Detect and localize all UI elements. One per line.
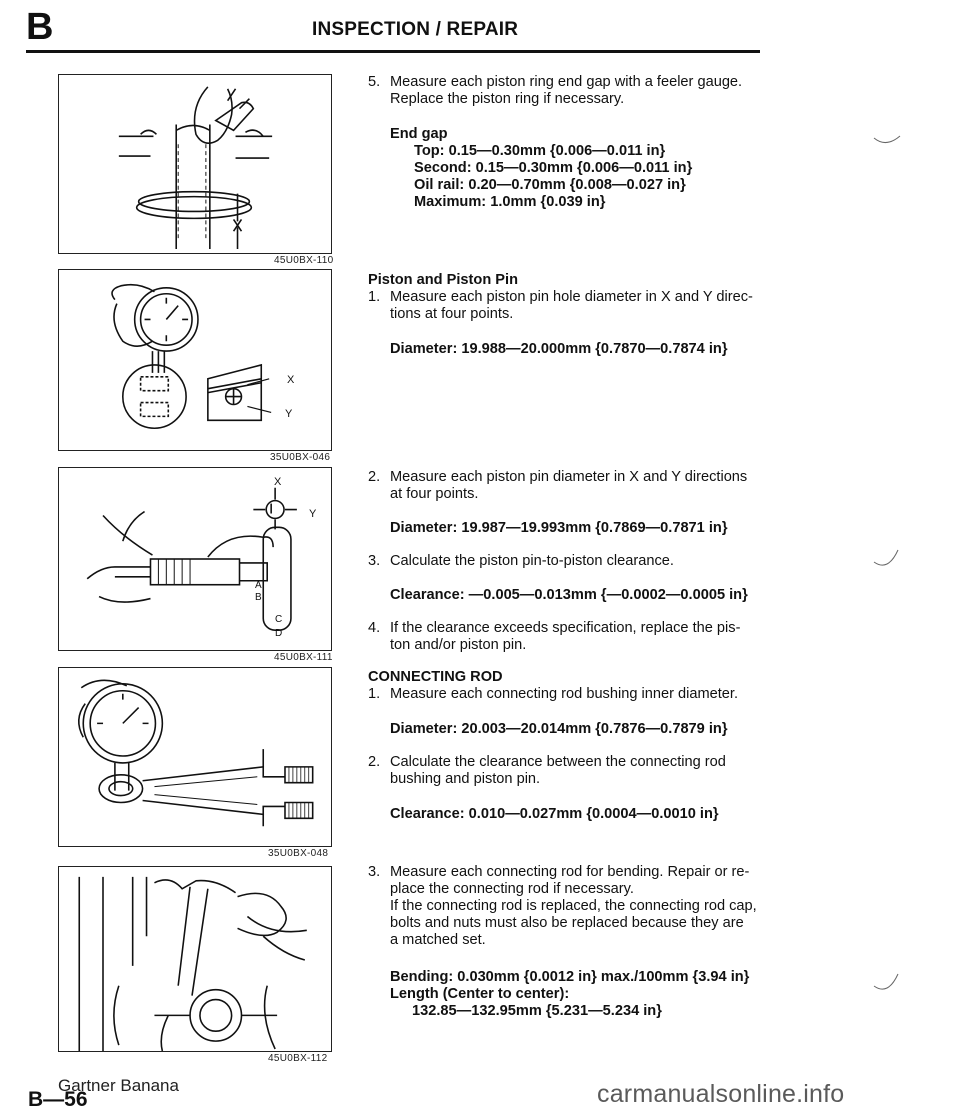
- ring-gap-section: [368, 74, 760, 211]
- connecting-rod-section: [368, 669, 760, 823]
- header-divider: [26, 50, 760, 53]
- point-d-label: D: [275, 628, 283, 639]
- page-title: INSPECTION / REPAIR: [312, 19, 519, 40]
- watermark-link[interactable]: carmanualsonline.info: [597, 1080, 845, 1108]
- step-number: 1.: [368, 289, 381, 305]
- instruction-line: Measure each connecting rod bushing inner diameter.: [390, 686, 739, 702]
- axis-y-label: Y: [309, 508, 317, 520]
- rod-alignment-icon: [59, 867, 331, 1051]
- step-number: 2.: [368, 754, 381, 770]
- instruction-line: If the connecting rod is replaced, the connecting rod cap,: [390, 898, 757, 914]
- spec-pin-diameter: Diameter: 19.987—19.993mm {0.7869—0.7871 in}: [390, 520, 728, 536]
- figure-pin-micrometer: [58, 467, 332, 651]
- spec-length-label: Length (Center to center):: [390, 986, 570, 1002]
- scan-mark-icon: [872, 548, 902, 572]
- step-number: 2.: [368, 469, 381, 485]
- instruction-line: tions at four points.: [390, 306, 514, 322]
- figure-code: 45U0BX-112: [268, 1053, 328, 1064]
- pin-bore-gauge-icon: [59, 270, 331, 450]
- instruction-line: Replace the piston ring if necessary.: [390, 91, 625, 107]
- step-number: 1.: [368, 686, 381, 702]
- axis-x-label: X: [287, 374, 295, 386]
- spec-top: Top: 0.15—0.30mm {0.006—0.011 in}: [414, 143, 666, 159]
- spec-maximum: Maximum: 1.0mm {0.039 in}: [414, 194, 606, 210]
- instruction-line: Calculate the clearance between the connecting rod: [390, 754, 726, 770]
- point-a-label: A: [255, 580, 262, 591]
- section-heading: CONNECTING ROD: [368, 669, 503, 685]
- instruction-line: Measure each piston pin hole diameter in X and Y direc-: [390, 289, 753, 305]
- instruction-line: Measure each piston ring end gap with a feeler gauge.: [390, 74, 743, 90]
- instruction-line: a matched set.: [390, 932, 486, 948]
- step-number: 5.: [368, 74, 381, 90]
- figure-code: 45U0BX-111: [274, 652, 333, 663]
- spec-bending: Bending: 0.030mm {0.0012 in} max./100mm {3.94 in}: [390, 969, 750, 985]
- instruction-line: ton and/or piston pin.: [390, 637, 527, 653]
- piston-ring-gap-icon: [59, 75, 331, 253]
- instruction-line: at four points.: [390, 486, 479, 502]
- instruction-line: Measure each connecting rod for bending. Repair or re-: [390, 864, 750, 880]
- section-heading: Piston and Piston Pin: [368, 272, 518, 288]
- spec-title: End gap: [390, 126, 448, 142]
- figure-pin-hole-gauge: [58, 269, 332, 451]
- rod-bushing-gauge-icon: [59, 668, 331, 846]
- figure-code: 35U0BX-046: [270, 452, 331, 463]
- piston-pin-section: [368, 272, 760, 358]
- step-number: 3.: [368, 864, 381, 880]
- point-b-label: B: [255, 592, 262, 603]
- step-number: 4.: [368, 620, 381, 636]
- figure-rod-bushing-gauge: [58, 667, 332, 847]
- scan-mark-icon: [872, 972, 902, 996]
- spec-oil-rail: Oil rail: 0.20—0.70mm {0.008—0.027 in}: [414, 177, 686, 193]
- section-letter: B: [26, 6, 54, 48]
- axis-y-label: Y: [285, 408, 293, 420]
- spec-bushing-diameter: Diameter: 20.003—20.014mm {0.7876—0.7879 in}: [390, 721, 728, 737]
- instruction-line: bolts and nuts must also be replaced because they are: [390, 915, 744, 931]
- instruction-line: place the connecting rod if necessary.: [390, 881, 634, 897]
- spec-pin-clearance: Clearance: —0.005—0.013mm {—0.0002—0.0005 in}: [390, 587, 748, 603]
- piston-pin-steps: [368, 469, 760, 654]
- instruction-line: If the clearance exceeds specification, replace the pis-: [390, 620, 741, 636]
- step-number: 3.: [368, 553, 381, 569]
- axis-x-label: X: [274, 476, 282, 488]
- rod-bending-section: [368, 864, 760, 1020]
- figure-rod-alignment: [58, 866, 332, 1052]
- scan-mark-icon: [872, 134, 902, 154]
- spec-pin-hole-diameter: Diameter: 19.988—20.000mm {0.7870—0.7874 in}: [390, 341, 728, 357]
- spec-rod-clearance: Clearance: 0.010—0.027mm {0.0004—0.0010 in}: [390, 806, 719, 822]
- figure-code: 45U0BX-110: [274, 255, 334, 266]
- micrometer-pin-icon: [59, 468, 331, 650]
- instruction-line: bushing and piston pin.: [390, 771, 541, 787]
- footer-source: Gartner Banana: [58, 1076, 179, 1095]
- spec-second: Second: 0.15—0.30mm {0.006—0.011 in}: [414, 160, 693, 176]
- figure-ring-end-gap: [58, 74, 332, 254]
- figure-code: 35U0BX-048: [268, 848, 329, 859]
- spec-length-value: 132.85—132.95mm {5.231—5.234 in}: [412, 1003, 662, 1019]
- point-c-label: C: [275, 614, 283, 625]
- instruction-line: Measure each piston pin diameter in X and Y directions: [390, 469, 748, 485]
- page-number: B—56: [28, 1088, 88, 1111]
- instruction-line: Calculate the piston pin-to-piston clearance.: [390, 553, 674, 569]
